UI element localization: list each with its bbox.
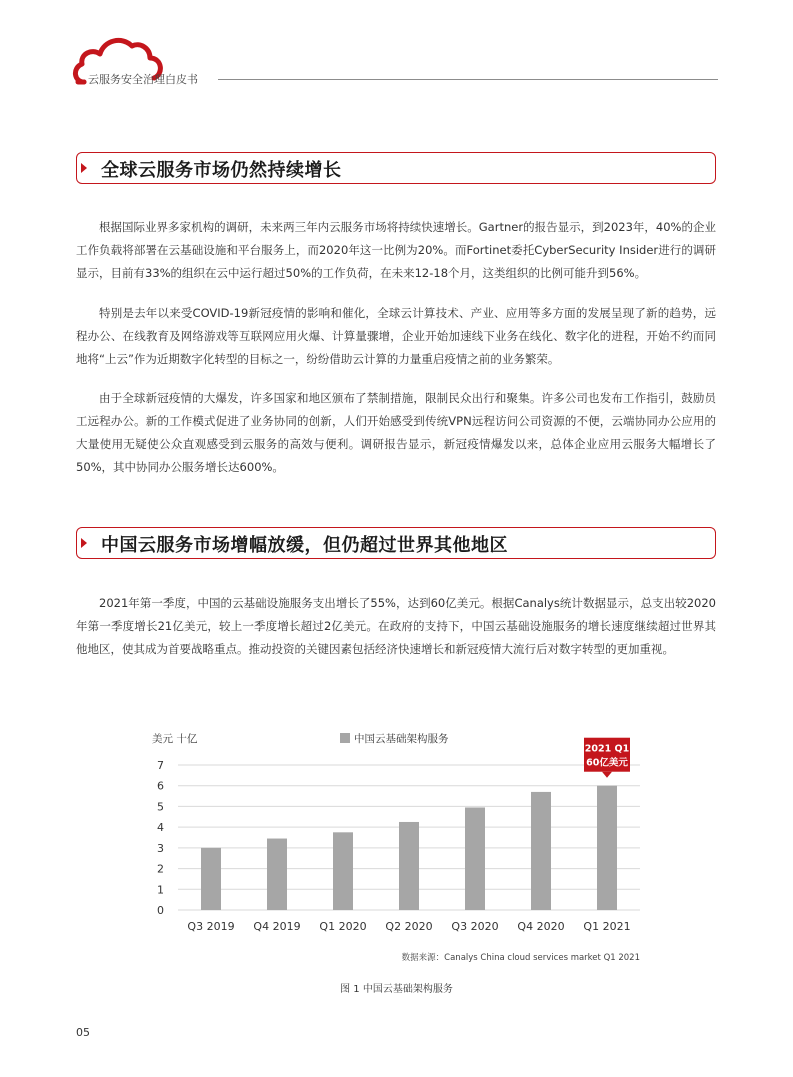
y-tick-label: 4 bbox=[157, 821, 164, 835]
callout-line2: 60亿美元 bbox=[586, 757, 628, 769]
section-heading-global bbox=[76, 152, 716, 184]
bar bbox=[201, 848, 221, 910]
x-tick-label: Q3 2019 bbox=[187, 920, 235, 933]
legend-swatch bbox=[340, 733, 350, 743]
chart-source: 数据来源：Canalys China cloud services market Q1 2021 bbox=[401, 953, 640, 963]
page-number: 05 bbox=[76, 1026, 90, 1039]
paragraph: 由于全球新冠疫情的大爆发，许多国家和地区颁布了禁制措施，限制民众出行和聚集。许多公司也发布工作指引，鼓励员工远程办公。新的工作模式促进了业务协同的创新，人们开始感受到传统VPN远程访问公司资源的不便，云端协同办公应用的大量使用无疑使公众直观感受到云服务的高效与便利。调研报告显示，新冠疫情爆发以来，总体企业应用云服务大幅增长了50%，其中协同办公服务增长达600%。 bbox=[76, 391, 716, 474]
paragraph: 特别是去年以来受COVID-19新冠疫情的影响和催化，全球云计算技术、产业、应用等多方面的发展呈现了新的趋势，远程办公、在线教育及网络游戏等互联网应用火爆、计算量骤增，企业开始加速线下业务在线化、数字化的进程，开始不约而同地将“上云”作为近期数字化转型的目标之一，纷纷借助云计算的力量重启疫情之前的业务繁荣。 bbox=[76, 306, 716, 366]
section-heading-china bbox=[76, 527, 716, 559]
x-tick-label: Q1 2021 bbox=[583, 920, 631, 933]
y-tick-label: 5 bbox=[157, 800, 164, 814]
paragraph: 根据国际业界多家机构的调研，未来两三年内云服务市场将持续快速增长。Gartner的报告显示，到2023年，40%的企业工作负载将部署在云基础设施和平台服务上，而2020年这一比例为20%。而Fortinet委托CyberSecurity Insider进行的调研显示，目前有33%的组织在云中运行超过50%的工作负荷，在未来12-18个月，这类组织的比例可能升到56%。 bbox=[76, 220, 716, 280]
section-title: 中国云服务市场增幅放缓，但仍超过世界其他地区 bbox=[101, 535, 508, 556]
bar bbox=[333, 832, 353, 910]
x-tick-label: Q1 2020 bbox=[319, 920, 367, 933]
y-axis-label: 美元 十亿 bbox=[152, 733, 198, 745]
header-divider bbox=[218, 79, 718, 80]
bar bbox=[531, 792, 551, 910]
x-tick-label: Q4 2019 bbox=[253, 920, 301, 933]
paragraph: 2021年第一季度，中国的云基础设施服务支出增长了55%，达到60亿美元。根据Canalys统计数据显示，总支出较2020年第一季度增长21亿美元，较上一季度增长超过2亿美元。在政府的支持下，中国云基础设施服务的增长速度继续超过世界其他地区，使其成为首要战略重点。推动投资的关键因素包括经济快速增长和新冠疫情大流行后对数字转型的更加重视。 bbox=[76, 596, 716, 656]
y-tick-label: 6 bbox=[157, 779, 164, 793]
section-marker-icon bbox=[81, 163, 87, 173]
bar bbox=[399, 822, 419, 910]
x-tick-label: Q2 2020 bbox=[385, 920, 433, 933]
page-header bbox=[0, 0, 793, 100]
bar bbox=[267, 839, 287, 910]
bar-chart bbox=[140, 720, 660, 980]
callout-line1: 2021 Q1 bbox=[584, 743, 630, 755]
y-tick-label: 7 bbox=[157, 759, 164, 772]
section-marker-icon bbox=[81, 538, 87, 548]
y-tick-label: 2 bbox=[157, 862, 164, 876]
x-tick-label: Q3 2020 bbox=[451, 920, 499, 933]
legend-label: 中国云基础架构服务 bbox=[354, 733, 449, 745]
y-tick-label: 3 bbox=[157, 841, 164, 855]
bar bbox=[465, 807, 485, 910]
section-title: 全球云服务市场仍然持续增长 bbox=[101, 160, 342, 181]
x-tick-label: Q4 2020 bbox=[517, 920, 565, 933]
y-tick-label: 0 bbox=[157, 904, 164, 917]
header-title: 云服务安全治理白皮书 bbox=[88, 73, 198, 86]
figure-caption: 图 1 中国云基础架构服务 bbox=[340, 984, 453, 995]
y-tick-label: 1 bbox=[157, 883, 164, 897]
callout-pointer bbox=[602, 772, 612, 778]
bar bbox=[597, 786, 617, 910]
chart-container bbox=[140, 720, 660, 980]
callout-badge bbox=[584, 738, 630, 778]
